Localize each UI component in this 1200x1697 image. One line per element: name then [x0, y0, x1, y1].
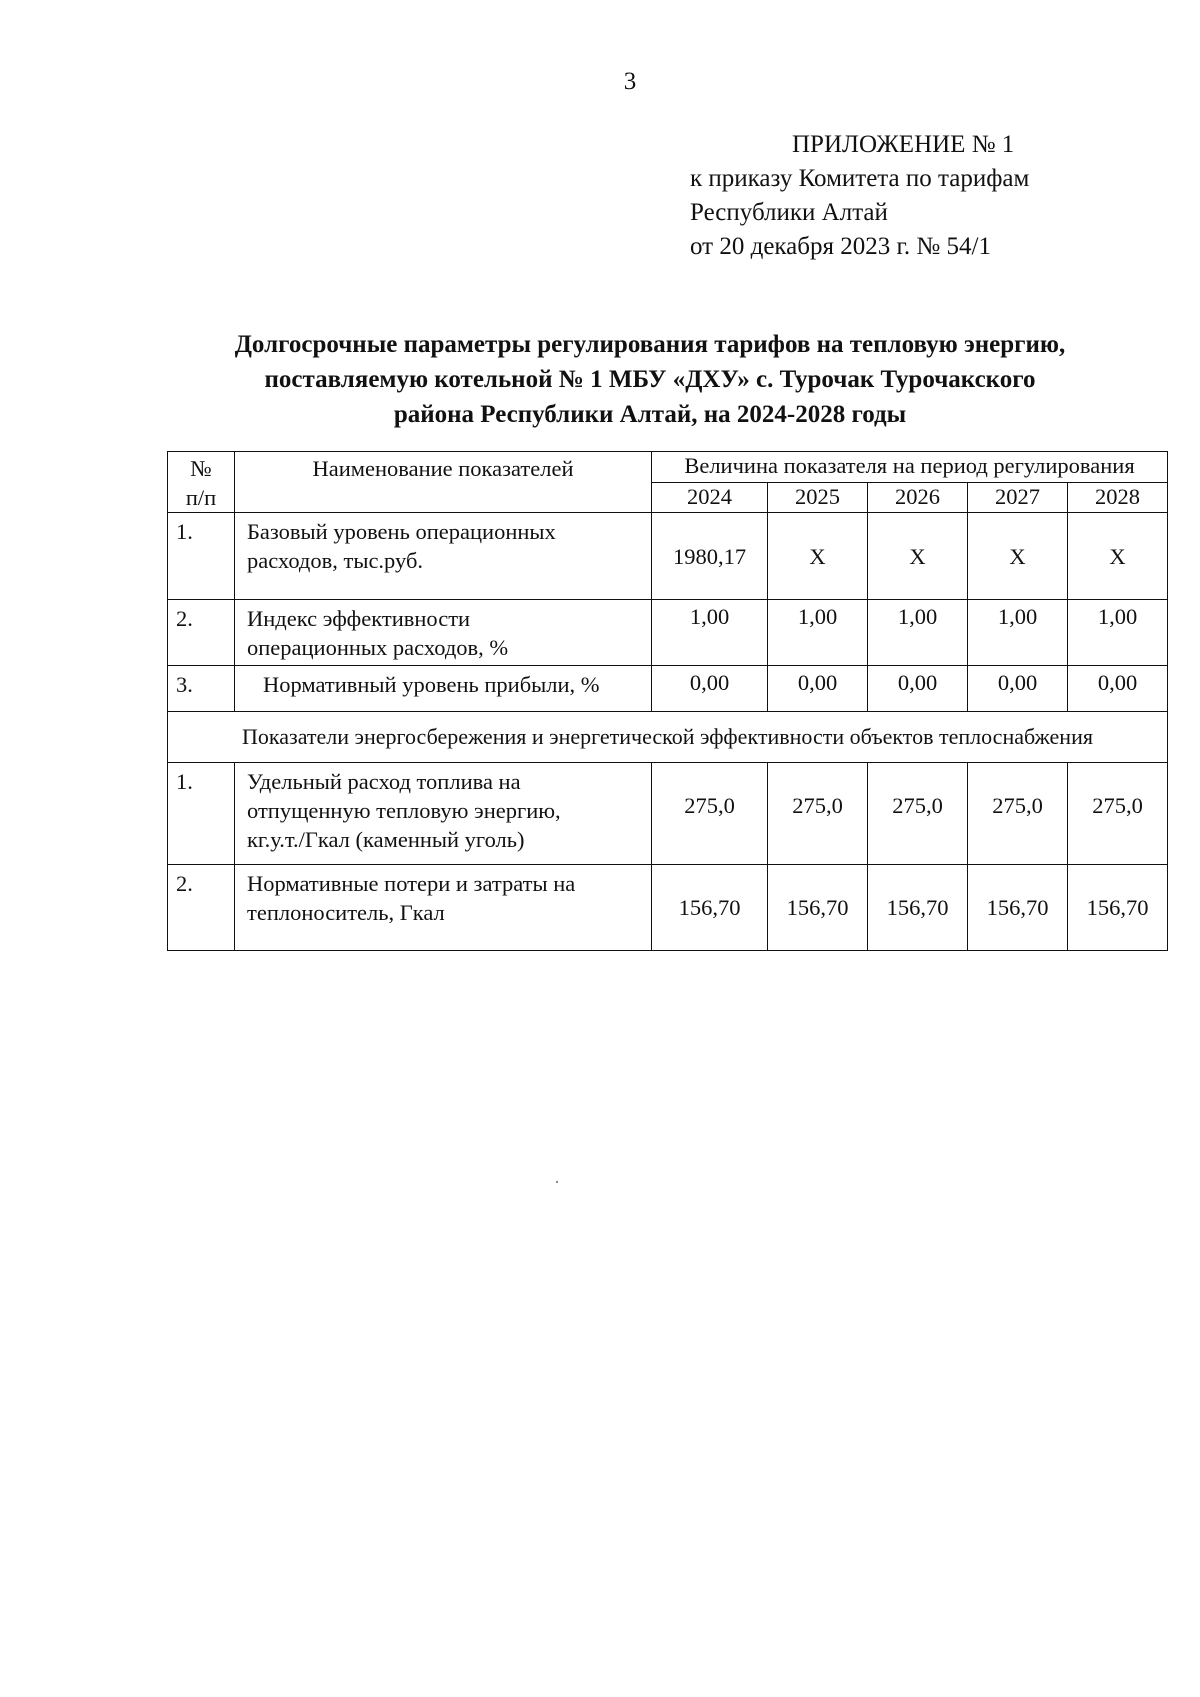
- row-value: 156,70: [652, 865, 768, 951]
- row-value: 1,00: [968, 600, 1068, 666]
- row-value: X: [868, 513, 968, 600]
- table-row: [168, 763, 1168, 865]
- row-name-line: операционных расходов, %: [247, 635, 509, 660]
- row-number: 1.: [168, 763, 235, 865]
- row-number: 2.: [168, 600, 235, 666]
- row-value: 1,00: [652, 600, 768, 666]
- row-name-line: Базовый уровень операционных: [247, 519, 556, 544]
- row-value: 0,00: [1068, 666, 1168, 712]
- row-name-line: кг.у.т./Гкал (каменный уголь): [247, 827, 525, 852]
- row-value: 275,0: [868, 763, 968, 865]
- header-year: 2028: [1068, 482, 1168, 513]
- header-year: 2026: [868, 482, 968, 513]
- header-year: 2027: [968, 482, 1068, 513]
- header-year: 2024: [652, 482, 768, 513]
- row-name-line: отпущенную тепловую энергию,: [247, 798, 561, 823]
- row-value: 275,0: [768, 763, 868, 865]
- row-value: 0,00: [652, 666, 768, 712]
- appendix-line-2: Республики Алтай: [690, 199, 888, 226]
- table-row: [168, 666, 1168, 712]
- section-header-row: [168, 712, 1168, 763]
- row-value: X: [1068, 513, 1168, 600]
- row-value: 0,00: [968, 666, 1068, 712]
- row-name-line: Индекс эффективности: [247, 606, 471, 631]
- row-value: 275,0: [968, 763, 1068, 865]
- title-line-3: района Республики Алтай, на 2024-2028 годы: [393, 401, 907, 428]
- row-number: 2.: [168, 865, 235, 951]
- row-name-cell: [235, 763, 652, 865]
- appendix-line-1: к приказу Комитета по тарифам: [690, 165, 1030, 192]
- row-value: 1980,17: [652, 513, 768, 600]
- row-name-line: теплоноситель, Гкал: [247, 900, 445, 925]
- table-row: [168, 600, 1168, 666]
- row-value: X: [968, 513, 1068, 600]
- row-number: 3.: [168, 666, 235, 712]
- document-title: [100, 327, 1200, 432]
- row-value: 275,0: [652, 763, 768, 865]
- row-value: X: [768, 513, 868, 600]
- header-num-cell: [168, 452, 235, 513]
- parameters-table: [167, 451, 1168, 951]
- row-name-line: расходов, тыс.руб.: [247, 548, 424, 573]
- title-line-2: поставляемую котельной № 1 МБУ «ДХУ» с. Турочак Турочакского: [264, 366, 1036, 393]
- row-name-line: Нормативные потери и затраты на: [247, 871, 576, 896]
- row-value: 1,00: [768, 600, 868, 666]
- table-header-row: [168, 452, 1168, 483]
- row-name-cell: [235, 513, 652, 600]
- header-year: 2025: [768, 482, 868, 513]
- row-name-cell: [235, 865, 652, 951]
- row-name: Нормативный уровень прибыли, %: [235, 666, 652, 712]
- scan-speck: [556, 1181, 558, 1183]
- appendix-line-3: от 20 декабря 2023 г. № 54/1: [690, 233, 991, 260]
- header-name: Наименование показателей: [235, 452, 652, 513]
- title-line-1: Долгосрочные параметры регулирования тарифов на тепловую энергию,: [234, 331, 1066, 358]
- header-num: №: [190, 456, 212, 481]
- page-number: 3: [623, 68, 637, 95]
- row-value: 156,70: [968, 865, 1068, 951]
- row-value: 156,70: [768, 865, 868, 951]
- appendix-heading: ПРИЛОЖЕНИЕ № 1: [792, 131, 1015, 158]
- table-row: [168, 513, 1168, 600]
- section-title: Показатели энергосбережения и энергетической эффективности объектов теплоснабжения: [168, 712, 1168, 763]
- row-name-line: Удельный расход топлива на: [247, 769, 521, 794]
- row-number: 1.: [168, 513, 235, 600]
- row-value: 1,00: [1068, 600, 1168, 666]
- row-name-cell: [235, 600, 652, 666]
- row-value: 0,00: [768, 666, 868, 712]
- row-value: 156,70: [1068, 865, 1168, 951]
- header-period: Величина показателя на период регулирования: [652, 452, 1168, 483]
- row-value: 156,70: [868, 865, 968, 951]
- appendix-block: [690, 128, 1029, 264]
- header-num-sub: п/п: [185, 485, 217, 510]
- row-value: 0,00: [868, 666, 968, 712]
- row-value: 1,00: [868, 600, 968, 666]
- table-row: [168, 865, 1168, 951]
- row-value: 275,0: [1068, 763, 1168, 865]
